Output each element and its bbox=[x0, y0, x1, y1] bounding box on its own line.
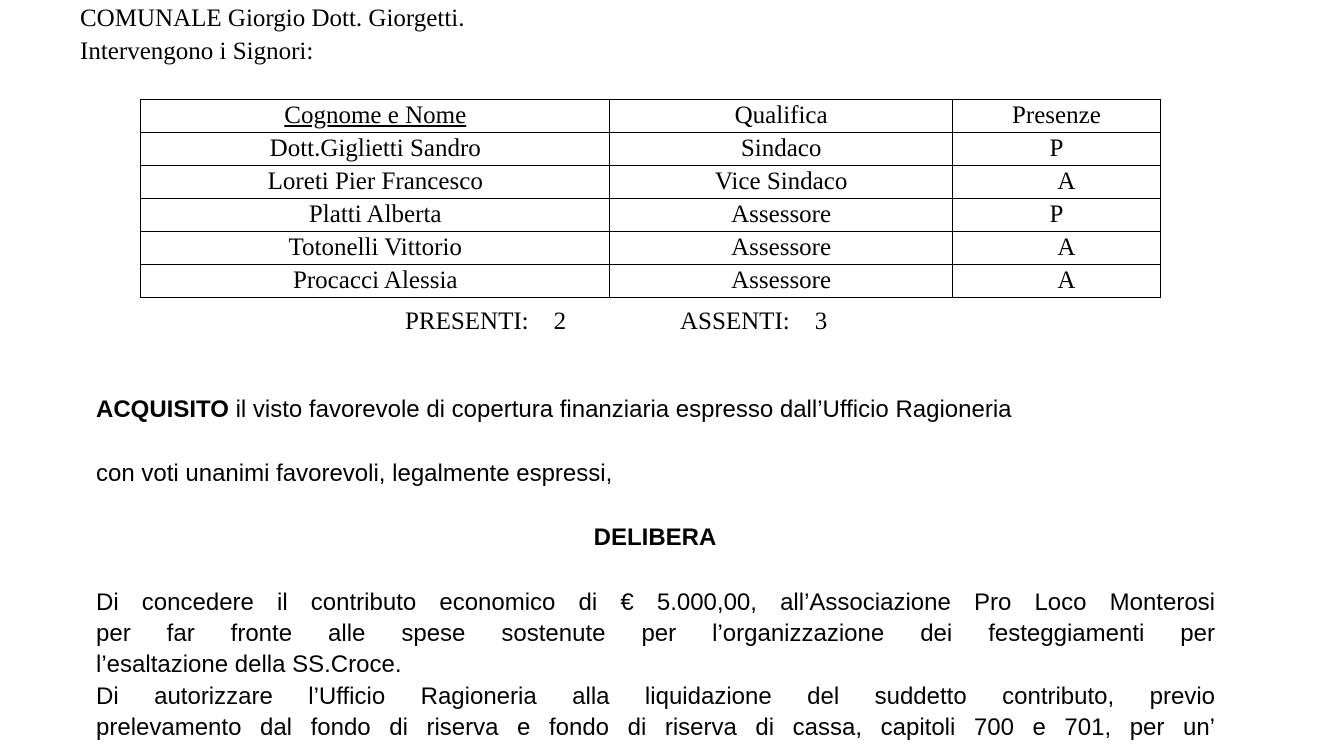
cell-name: Totonelli Vittorio bbox=[141, 232, 610, 265]
table-row bbox=[141, 232, 1161, 265]
table-header-row bbox=[141, 100, 1161, 133]
header-name bbox=[141, 100, 610, 133]
absent-count: ASSENTI: 3 bbox=[680, 308, 828, 335]
header-role: Qualifica bbox=[610, 100, 952, 133]
present-count: PRESENTI: 2 bbox=[405, 308, 567, 335]
acquisito-paragraph bbox=[96, 394, 1012, 426]
intro-line-intervengono: Intervengono i Signori: bbox=[80, 38, 314, 65]
paragraph-contributo-line-text: l’esaltazione della SS.Croce. bbox=[96, 651, 402, 678]
cell-presence: P bbox=[952, 199, 1160, 232]
cell-role: Sindaco bbox=[610, 133, 952, 166]
cell-role: Assessore bbox=[610, 232, 952, 265]
paragraph-autorizzare-line-text: prelevamento dal fondo di riserva e fondo di riserva di cassa, capitoli 700 e 701, per un’ bbox=[96, 714, 1215, 741]
acquisito-text: il visto favorevole di copertura finanziaria espresso dall’Ufficio Ragioneria bbox=[228, 396, 1012, 423]
intro-line-comunale: COMUNALE Giorgio Dott. Giorgetti. bbox=[80, 5, 465, 32]
paragraph-autorizzare-line bbox=[96, 712, 1215, 744]
delibera-heading: DELIBERA bbox=[593, 524, 717, 551]
cell-role: Assessore bbox=[610, 265, 952, 298]
paragraph-contributo-line-text: Di concedere il contributo economico di € 5.000,00, all’Associazione Pro Loco Monterosi bbox=[96, 589, 1215, 616]
cell-name: Procacci Alessia bbox=[141, 265, 610, 298]
cell-name: Platti Alberta bbox=[141, 199, 610, 232]
acquisito-keyword: ACQUISITO bbox=[96, 396, 229, 423]
cell-presence: A bbox=[952, 166, 1160, 199]
voti-paragraph: con voti unanimi favorevoli, legalmente espressi, bbox=[96, 460, 613, 487]
table-row bbox=[141, 199, 1161, 232]
header-presence: Presenze bbox=[952, 100, 1160, 133]
table-row bbox=[141, 133, 1161, 166]
table-row bbox=[141, 265, 1161, 298]
cell-presence: A bbox=[952, 265, 1160, 298]
cell-role: Vice Sindaco bbox=[610, 166, 952, 199]
table-row bbox=[141, 166, 1161, 199]
header-name-label: Cognome e Nome bbox=[284, 102, 467, 129]
cell-name: Loreti Pier Francesco bbox=[141, 166, 610, 199]
attendance-table bbox=[140, 99, 1161, 298]
cell-presence: P bbox=[952, 133, 1160, 166]
paragraph-contributo-line bbox=[96, 587, 1215, 619]
cell-name: Dott.Giglietti Sandro bbox=[141, 133, 610, 166]
paragraph-contributo-line bbox=[96, 649, 1215, 681]
cell-presence: A bbox=[952, 232, 1160, 265]
paragraph-autorizzare-line bbox=[96, 681, 1215, 713]
cell-role: Assessore bbox=[610, 199, 952, 232]
paragraph-contributo-line-text: per far fronte alle spese sostenute per l’organizzazione dei festeggiamenti per bbox=[96, 620, 1215, 647]
paragraph-autorizzare-line-text: Di autorizzare l’Ufficio Ragioneria alla liquidazione del suddetto contributo, previo bbox=[96, 683, 1215, 710]
paragraph-contributo-line bbox=[96, 618, 1215, 650]
